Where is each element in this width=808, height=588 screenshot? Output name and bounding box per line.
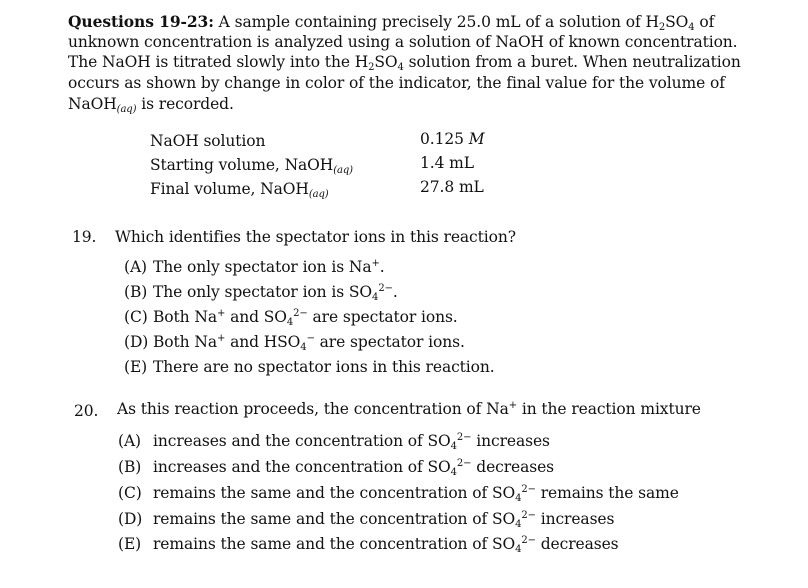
text-run: There are no spectator ions in this reaction. bbox=[153, 358, 495, 376]
option-letter: (A) bbox=[124, 258, 147, 276]
text-run: solution from a buret. When neutralization bbox=[403, 53, 741, 71]
table-value bbox=[420, 130, 484, 148]
text-run: + bbox=[216, 308, 226, 319]
text-run: decreases bbox=[471, 458, 555, 476]
text-run: 1.4 mL bbox=[420, 154, 474, 172]
question-number: 19. bbox=[72, 228, 97, 246]
text-run: + bbox=[216, 333, 226, 344]
option-letter: (D) bbox=[118, 510, 143, 528]
text-run: Which identifies the spectator ions in this reaction? bbox=[115, 228, 516, 246]
text-run: occurs as shown by change in color of the indicator, the final value for the volume of bbox=[68, 74, 725, 92]
text-run: 2− bbox=[456, 432, 472, 443]
text-run: − bbox=[306, 333, 315, 344]
text-run: are spectator ions. bbox=[314, 333, 465, 351]
text-run: 4 bbox=[515, 544, 522, 555]
text-run: + bbox=[371, 258, 380, 269]
text-run: Both Na bbox=[153, 333, 217, 351]
text-run: 4 bbox=[688, 22, 695, 33]
option-letter: (C) bbox=[124, 308, 148, 326]
option-letter: (C) bbox=[118, 484, 142, 502]
text-run: remains the same and the concentration of SO bbox=[153, 510, 516, 528]
option-letter: (D) bbox=[124, 333, 149, 351]
text-run: Both Na bbox=[153, 308, 217, 326]
text-run: 4 bbox=[450, 441, 457, 452]
option-text bbox=[153, 283, 398, 303]
text-run: 4 bbox=[372, 292, 379, 303]
option-text bbox=[153, 458, 554, 478]
text-run: 2− bbox=[456, 458, 472, 469]
text-run: (aq) bbox=[333, 165, 353, 176]
text-run: . bbox=[392, 283, 398, 301]
text-run: remains the same and the concentration of SO bbox=[153, 484, 516, 502]
text-run: 2 bbox=[368, 62, 375, 73]
text-run: 0.125 bbox=[420, 130, 469, 148]
text-run: A sample containing precisely 25.0 mL of a solution of H bbox=[213, 13, 659, 31]
text-run: NaOH bbox=[68, 95, 117, 113]
text-run: remains the same and the concentration of SO bbox=[153, 535, 516, 553]
question-text bbox=[117, 400, 701, 418]
intro-line bbox=[68, 74, 725, 92]
text-run: (aq) bbox=[116, 104, 137, 115]
option-letter: (A) bbox=[118, 432, 141, 450]
text-run: As this reaction proceeds, the concentration of Na bbox=[117, 400, 509, 418]
text-run: SO bbox=[665, 13, 689, 31]
intro-line bbox=[68, 95, 234, 115]
text-run: decreases bbox=[535, 535, 619, 553]
option-text bbox=[153, 358, 495, 376]
intro-line bbox=[68, 12, 714, 33]
table-label bbox=[150, 132, 265, 150]
text-run: Final volume, NaOH bbox=[150, 180, 309, 198]
text-run: The only spectator ion is SO bbox=[153, 283, 373, 301]
question-number: 20. bbox=[74, 402, 99, 420]
option-text bbox=[153, 258, 385, 276]
text-run: NaOH solution bbox=[150, 132, 266, 150]
option-text bbox=[153, 308, 458, 328]
option-letter: (E) bbox=[124, 358, 148, 376]
text-run: increases bbox=[535, 510, 615, 528]
option-text bbox=[153, 484, 679, 504]
text-run: 4 bbox=[286, 317, 294, 328]
text-run: 4 bbox=[300, 342, 307, 353]
text-run: 2− bbox=[521, 484, 536, 495]
text-run: (aq) bbox=[308, 189, 329, 200]
text-run: is recorded. bbox=[136, 95, 234, 113]
table-value bbox=[420, 178, 484, 196]
option-text bbox=[153, 333, 465, 353]
text-run: The only spectator ion is Na bbox=[153, 258, 372, 276]
text-run: are spectator ions. bbox=[307, 308, 458, 326]
option-letter: (B) bbox=[124, 283, 148, 301]
text-run: Starting volume, NaOH bbox=[150, 156, 334, 174]
question-text bbox=[115, 228, 516, 246]
option-letter: (E) bbox=[118, 535, 142, 553]
text-run: 4 bbox=[450, 467, 457, 478]
text-run: 2− bbox=[293, 308, 308, 319]
text-run: of bbox=[694, 13, 715, 31]
intro-line bbox=[68, 33, 738, 51]
text-run: 4 bbox=[397, 62, 404, 73]
text-run: M bbox=[468, 130, 485, 148]
text-run: 2 bbox=[658, 22, 666, 33]
text-run: 2− bbox=[378, 283, 393, 294]
text-run: 4 bbox=[515, 493, 522, 504]
option-text bbox=[153, 535, 619, 555]
text-run: Questions 19-23: bbox=[68, 12, 214, 31]
text-run: remains the same bbox=[535, 484, 679, 502]
text-run: 2− bbox=[521, 510, 536, 521]
table-label bbox=[150, 156, 353, 176]
text-run: The NaOH is titrated slowly into the H bbox=[68, 53, 369, 71]
text-run: 27.8 mL bbox=[420, 178, 484, 196]
text-run: . bbox=[379, 258, 385, 276]
text-run: SO bbox=[374, 53, 398, 71]
text-run: 2− bbox=[521, 535, 536, 546]
table-value bbox=[420, 154, 474, 172]
option-letter: (B) bbox=[118, 458, 142, 476]
text-run: 4 bbox=[515, 519, 522, 530]
text-run: increases and the concentration of SO bbox=[153, 458, 451, 476]
intro-line bbox=[68, 53, 741, 73]
option-text bbox=[153, 432, 550, 452]
text-run: unknown concentration is analyzed using a solution of NaOH of known concentration. bbox=[68, 33, 738, 51]
text-run: in the reaction mixture bbox=[517, 400, 701, 418]
text-run: increases and the concentration of SO bbox=[153, 432, 451, 450]
text-run: and HSO bbox=[225, 333, 301, 351]
text-run: increases bbox=[471, 432, 550, 450]
text-run: + bbox=[508, 400, 518, 411]
option-text bbox=[153, 510, 614, 530]
text-run: and SO bbox=[225, 308, 287, 326]
table-label bbox=[150, 180, 329, 200]
